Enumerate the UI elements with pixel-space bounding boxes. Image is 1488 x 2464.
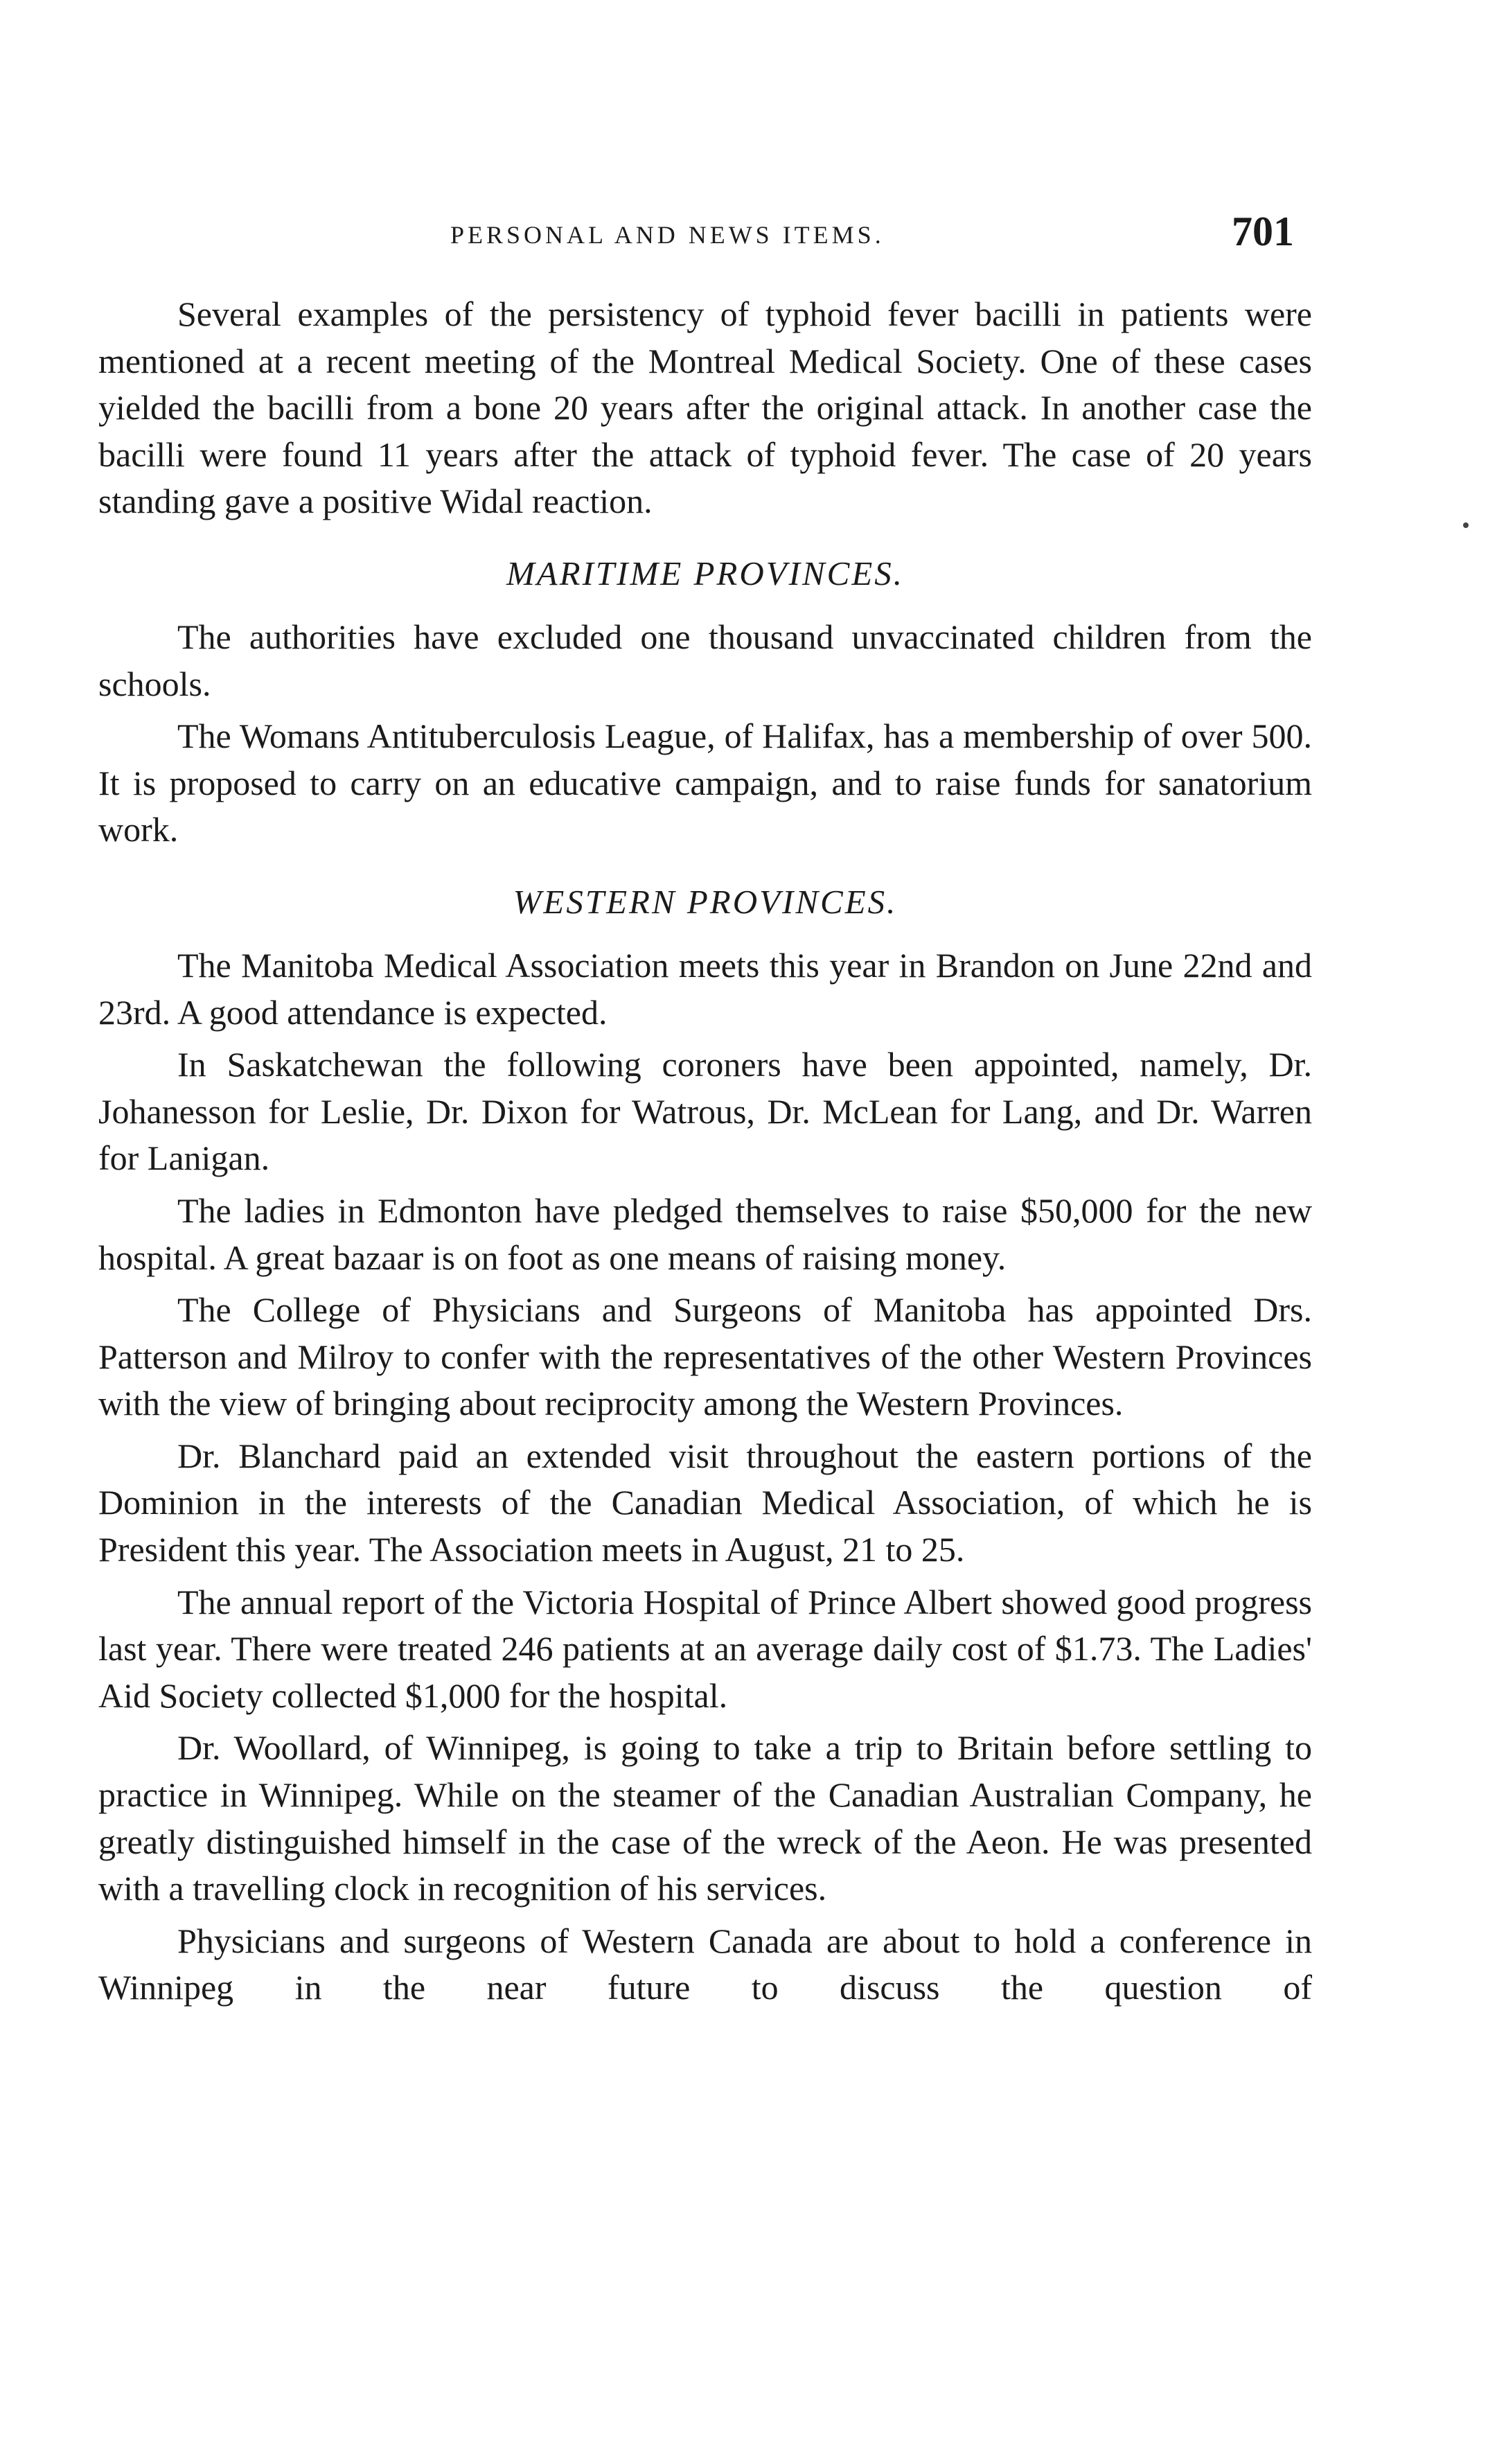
article-body [98,291,1312,2017]
page-number: 701 [1232,209,1294,254]
running-head: PERSONAL AND NEWS ITEMS. [450,221,885,249]
maritime-provinces-heading: MARITIME PROVINCES. [506,554,905,592]
typhoid-persistency-paragraph: Several examples of the persistency of typhoid fever bacilli in patients were mentioned at a recent meeting of the Montreal Medical Society. One of these cases yielded the bacilli from a bone 20 years after the original attack. In another case the bacilli were found 11 years after the attack of typhoid fever. The case of 20 years standing gave a positive Widal reaction. [98,294,1312,521]
woollard-paragraph: Dr. Woollard, of Winnipeg, is going to take a trip to Britain before settling to practice in Winnipeg. While on the steamer of the Canadian Australian Company, he greatly distinguished himself in the case of the wreck of the Aeon. He was presented with a travelling clock in recognition of his services. [98,1728,1312,1908]
unvaccinated-children-paragraph: The authorities have excluded one thousand unvaccinated children from the schools. [98,617,1312,703]
victoria-hospital-paragraph: The annual report of the Victoria Hospital of Prince Albert showed good progress last year. There were treated 246 patients at an average daily cost of $1.73. The Ladies' Aid Society collected $1,000 for the hospital. [98,1582,1312,1715]
manitoba-association-paragraph: The Manitoba Medical Association meets this year in Brandon on June 22nd and 23rd. A good attendance is expected. [98,945,1312,1032]
saskatchewan-coroners-paragraph: In Saskatchewan the following coroners have been appointed, namely, Dr. Johanesson for Leslie, Dr. Dixon for Watrous, Dr. McLean for Lang, and Dr. Warren for Lanigan. [98,1045,1312,1178]
edmonton-hospital-paragraph: The ladies in Edmonton have pledged themselves to raise $50,000 for the new hospital. A great bazaar is on foot as one means of raising money. [98,1190,1312,1277]
western-provinces-heading: WESTERN PROVINCES. [513,882,898,921]
blanchard-visit-paragraph: Dr. Blanchard paid an extended visit throughout the eastern portions of the Dominion in the interests of the Canadian Medical Association, of which he is President this year. The Association meets in August, 21 to 25. [98,1436,1312,1569]
antituberculosis-league-paragraph: The Womans Antituberculosis League, of Halifax, has a membership of over 500. It is proposed to carry on an educative campaign, and to raise funds for sanatorium work. [98,716,1312,850]
western-conference-paragraph: Physicians and surgeons of Western Canada are about to hold a conference in Winnipeg in the near future to discuss the question of [98,1921,1312,2007]
margin-speck [1463,522,1469,528]
college-physicians-paragraph: The College of Physicians and Surgeons of Manitoba has appointed Drs. Patterson and Milroy to confer with the representatives of the other Western Provinces with the view of bringing about reciprocity among the Western Provinces. [98,1290,1312,1423]
